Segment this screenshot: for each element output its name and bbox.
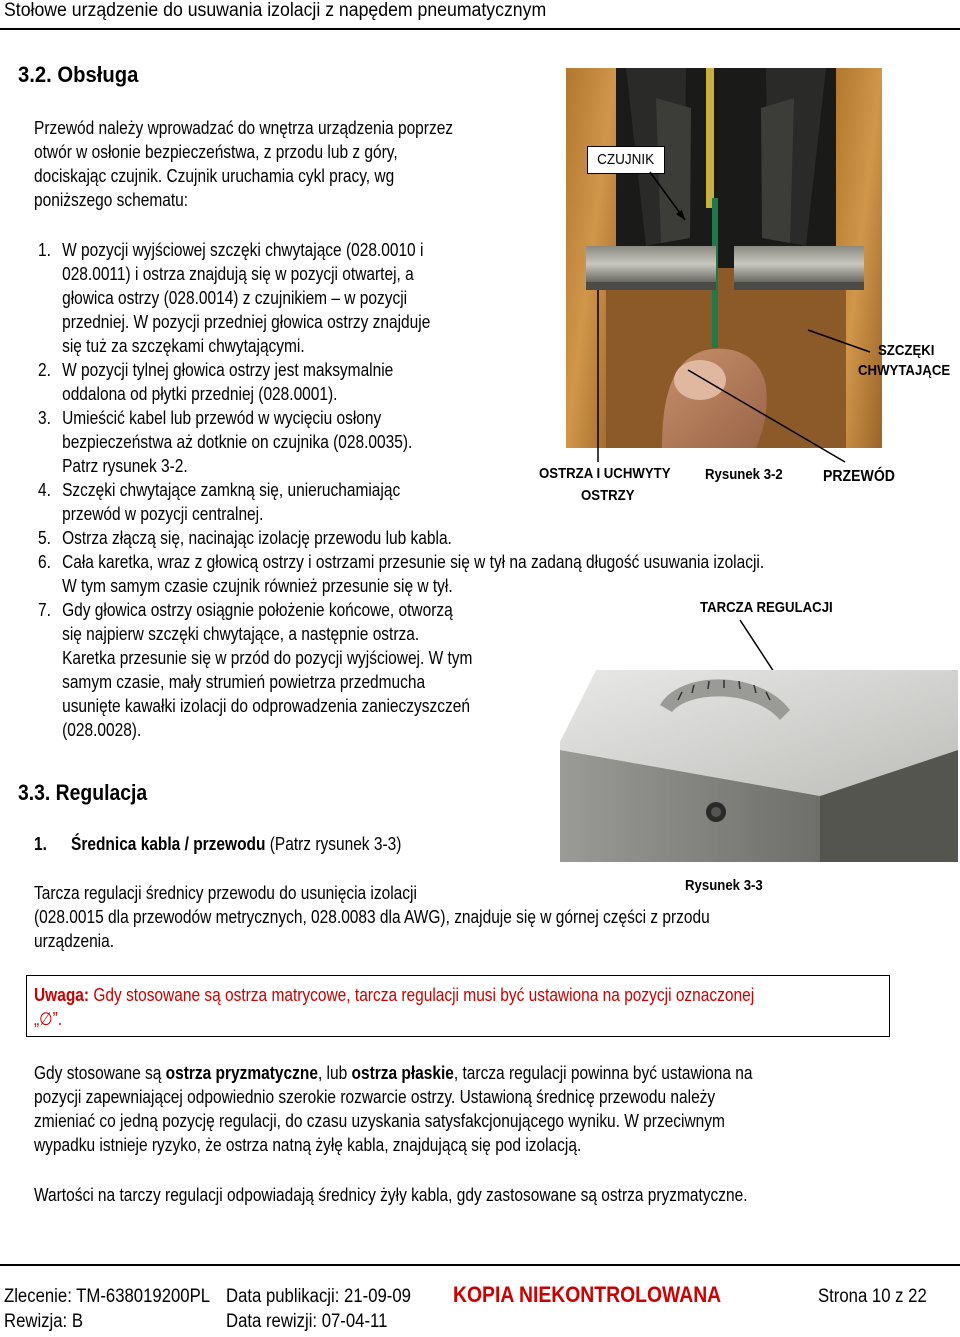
figure-3-2-caption: Rysunek 3-2 (705, 466, 783, 483)
step-line: Szczęki chwytające zamkną się, unieruchamiając (62, 480, 401, 500)
step-line: W tym samym czasie czujnik również przesunie się w tył. (62, 576, 453, 596)
section-heading-regulacja: 3.3. Regulacja (18, 780, 148, 805)
label-szczeki-line1: SZCZĘKI (878, 342, 935, 359)
intro-line: otwór w osłonie bezpieczeństwa, z przodu lub z góry, (34, 142, 398, 162)
para2-text: Gdy stosowane są (34, 1063, 166, 1083)
paragraph-line: wypadku istnieje ryzyko, że ostrza natną żyłę kabla, znajdującą się pod izolacją. (34, 1135, 582, 1155)
label-ostrza-line2: OSTRZY (581, 487, 635, 504)
step-line: przedniej. W pozycji przedniej głowica ostrzy znajduje (62, 312, 431, 332)
figure-3-3-caption: Rysunek 3-3 (685, 877, 763, 894)
step-number: 4. (38, 480, 51, 500)
note-text: Gdy stosowane są ostrza matrycowe, tarcza regulacji musi być ustawiona na pozycji oznaczonej (89, 985, 755, 1005)
para2-text: , tarcza regulacji powinna być ustawiona na (453, 1063, 753, 1083)
footer-strona: Strona 10 z 22 (818, 1286, 927, 1307)
leader-tarcza (740, 620, 774, 672)
paragraph-line: (028.0015 dla przewodów metrycznych, 028.0083 dla AWG), znajduje się w górnej części z przodu (34, 907, 710, 927)
regulacja-paragraph-1 (34, 881, 710, 953)
label-czujnik: CZUJNIK (597, 151, 655, 168)
paragraph-line: zmieniać co jedną pozycję regulacji, do czasu uzyskania satysfakcjonującego wyniku. W przeciwnym (34, 1111, 725, 1131)
subsection-ref: (Patrz rysunek 3-3) (265, 834, 402, 854)
regulacja-paragraph-2 (34, 1061, 753, 1157)
label-tarcza-regulacji: TARCZA REGULACJI (700, 599, 833, 616)
footer-kopia-niekontrolowana: KOPIA NIEKONTROLOWANA (453, 1282, 722, 1307)
step-line: przewód w pozycji centralnej. (62, 504, 264, 524)
step-line: 028.0011) i ostrza znajdują się w pozycji otwartej, a (62, 264, 414, 284)
section-heading-obsluga: 3.2. Obsługa (18, 62, 139, 87)
footer-data-rewizji: Data rewizji: 07-04-11 (226, 1311, 388, 1332)
screw-hole-inner (711, 807, 721, 817)
intro-line: dociskając czujnik. Czujnik uruchamia cykl pracy, wg (34, 166, 395, 186)
step-line: głowica ostrzy (028.0014) z czujnikiem – w pozycji (62, 288, 408, 308)
step-line: W pozycji wyjściowej szczęki chwytające (028.0010 i (62, 240, 424, 260)
step-line: się najpierw szczęki chwytające, a następnie ostrza. (62, 624, 420, 644)
step-number: 2. (38, 360, 51, 380)
footer-rewizja: Rewizja: B (4, 1311, 83, 1332)
paragraph-line: pozycji zapewniającej odpowiednio szerokie rozwarcie ostrzy. Ustawioną średnicę przewodu należy (34, 1087, 716, 1107)
step-line: się tuż za szczękami chwytającymi. (62, 336, 305, 356)
step-number: 3. (38, 408, 51, 428)
para2-bold-flat: ostrza płaskie (351, 1063, 454, 1083)
leader-czujnik-arrow (676, 210, 685, 220)
note-line-1 (34, 983, 754, 1007)
step-line: (028.0028). (62, 720, 142, 740)
paragraph-line (34, 1061, 753, 1085)
step-line: Karetka przesunie się w przód do pozycji wyjściowej. W tym (62, 648, 473, 668)
leader-przewod (688, 370, 845, 462)
step-line: Umieścić kabel lub przewód w wycięciu osłony (62, 408, 382, 428)
step-line: usunięte kawałki izolacji do odprowadzenia zanieczyszczeń (62, 696, 470, 716)
para2-text: , lub (317, 1063, 352, 1083)
step-line: samym czasie, mały strumień powietrza przedmucha (62, 672, 426, 692)
step-line: Cała karetka, wraz z głowicą ostrzy i ostrzami przesunie się w tył na zadaną długość usuwania izolacji. (62, 552, 765, 572)
footer-data-publikacji: Data publikacji: 21-09-09 (226, 1286, 411, 1307)
subsection-title-text: Średnica kabla / przewodu (71, 834, 266, 854)
paragraph-line: Tarcza regulacji średnicy przewodu do usunięcia izolacji (34, 883, 417, 903)
list-item (38, 550, 764, 598)
label-przewod: PRZEWÓD (823, 468, 895, 485)
footer-rule (0, 1264, 960, 1266)
para2-bold-prism: ostrza pryzmatyczne (165, 1063, 318, 1083)
subsection-number: 1. (34, 834, 47, 854)
leader-szczeki (808, 330, 870, 352)
note-label: Uwaga: (34, 985, 90, 1005)
step-line: Ostrza złączą się, nacinając izolację przewodu lub kabla. (62, 528, 452, 548)
label-szczeki-line2: CHWYTAJĄCE (858, 362, 951, 379)
footer-zlecenie: Zlecenie: TM-638019200PL (4, 1286, 211, 1307)
list-item (38, 526, 764, 550)
note-content (34, 983, 754, 1031)
step-number: 1. (38, 240, 51, 260)
paragraph-line: urządzenia. (34, 931, 115, 951)
step-line: Gdy głowica ostrzy osiągnie położenie końcowe, otworzą (62, 600, 453, 620)
regulacja-paragraph-3: Wartości na tarczy regulacji odpowiadają średnicy żyły kabla, gdy zastosowane są ostrza pryzmatyczne. (34, 1185, 748, 1205)
step-line: bezpieczeństwa aż dotknie on czujnika (028.0035). (62, 432, 413, 452)
intro-line: Przewód należy wprowadzać do wnętrza urządzenia poprzez (34, 118, 454, 138)
step-line: Patrz rysunek 3-2. (62, 456, 188, 476)
label-ostrza-line1: OSTRZA I UCHWYTY (539, 465, 671, 482)
note-line-2: „∅”. (34, 1009, 63, 1029)
step-number: 7. (38, 600, 51, 620)
step-number: 5. (38, 528, 51, 548)
document-header-title: Stołowe urządzenie do usuwania izolacji z napędem pneumatycznym (4, 0, 547, 21)
step-line: W pozycji tylnej głowica ostrzy jest maksymalnie (62, 360, 394, 380)
figure-3-2-leaders (0, 0, 960, 520)
figure-3-3-illustration (560, 600, 960, 862)
intro-line: poniższego schematu: (34, 190, 189, 210)
step-number: 6. (38, 552, 51, 572)
step-line: oddalona od płytki przedniej (028.0001). (62, 384, 338, 404)
subsection-title (34, 832, 401, 856)
